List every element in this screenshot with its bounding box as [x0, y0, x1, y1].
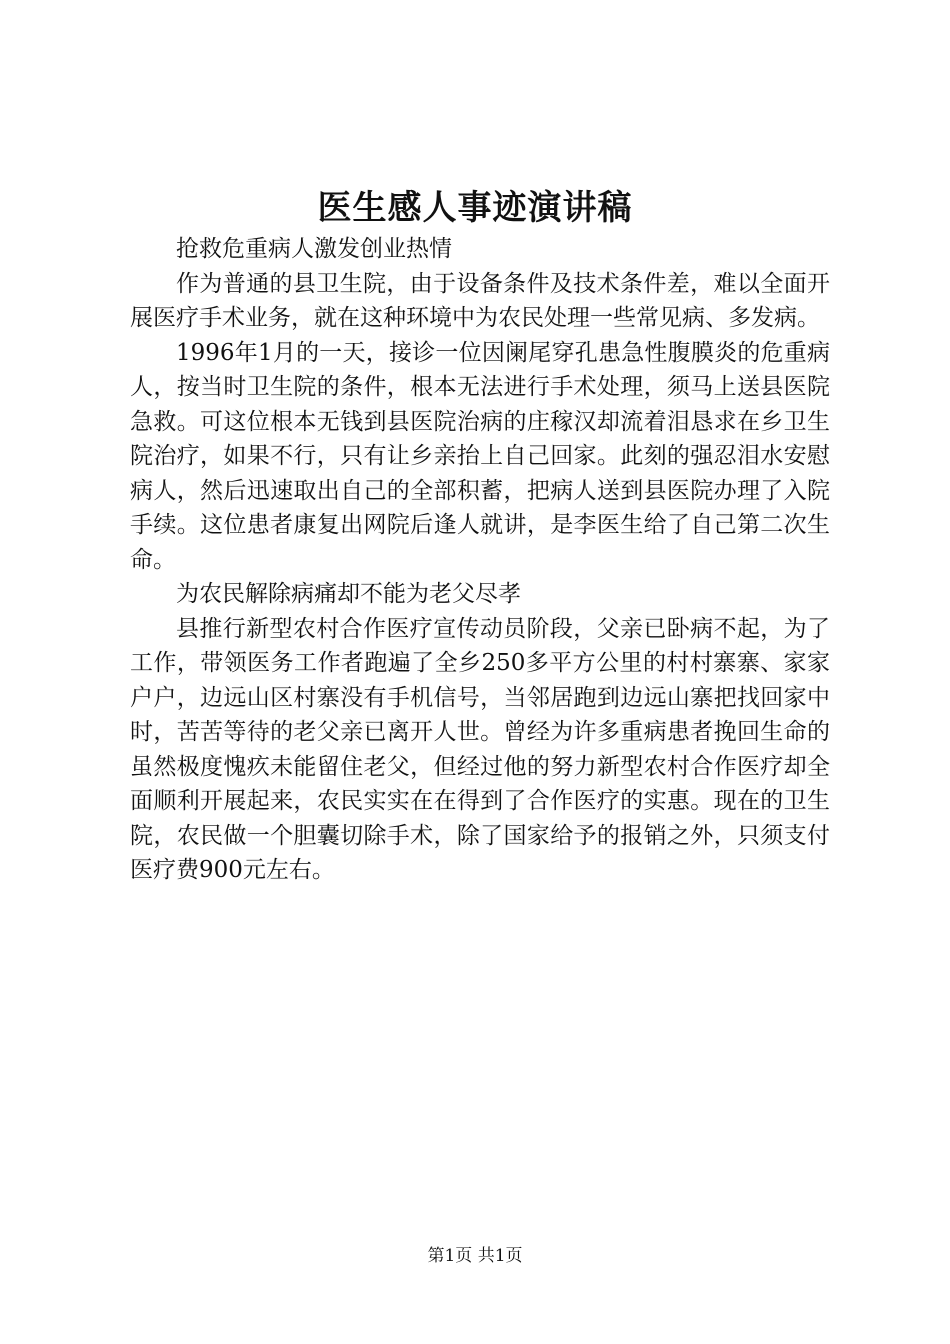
- page-footer: 第1页 共1页: [427, 1246, 523, 1266]
- document-title: 医生感人事迹演讲稿: [317, 188, 633, 228]
- paragraph-heading-2: 为农民解除病痛却不能为老父尽孝: [176, 581, 521, 607]
- paragraph-3: 县推行新型农村合作医疗宣传动员阶段，父亲已卧病不起，为了工作，带领医务工作者跑遍了全乡250多平方公里的村村寨寨、家家户户，边远山区村寨没有手机信号，当邻居跑到边远山寨把找回家中时，苦苦等待的老父亲已离开人世。曾经为许多重病患者挽回生命的虽然极度愧疚未能留住老父，但经过他的努力新型农村合作医疗却全面顺利开展起来，农民实实在在得到了合作医疗的实惠。现在的卫生院，农民做一个胆囊切除手术，除了国家给予的报销之外，只须支付医疗费900元左右。: [130, 615, 830, 883]
- document-body: [130, 232, 830, 888]
- paragraph-heading-1: 抢救危重病人激发创业热情: [176, 236, 452, 262]
- paragraph-1: 作为普通的县卫生院，由于设备条件及技术条件差，难以全面开展医疗手术业务，就在这种环境中为农民处理一些常见病、多发病。: [130, 270, 830, 331]
- paragraph-2: 1996年1月的一天，接诊一位因阑尾穿孔患急性腹膜炎的危重病人，按当时卫生院的条件，根本无法进行手术处理，须马上送县医院急救。可这位根本无钱到县医院治病的庄稼汉却流着泪恳求在乡卫生院治疗，如果不行，只有让乡亲抬上自己回家。此刻的强忍泪水安慰病人，然后迅速取出自己的全部积蓄，把病人送到县医院办理了入院手续。这位患者康复出网院后逢人就讲，是李医生给了自己第二次生命。: [130, 339, 830, 573]
